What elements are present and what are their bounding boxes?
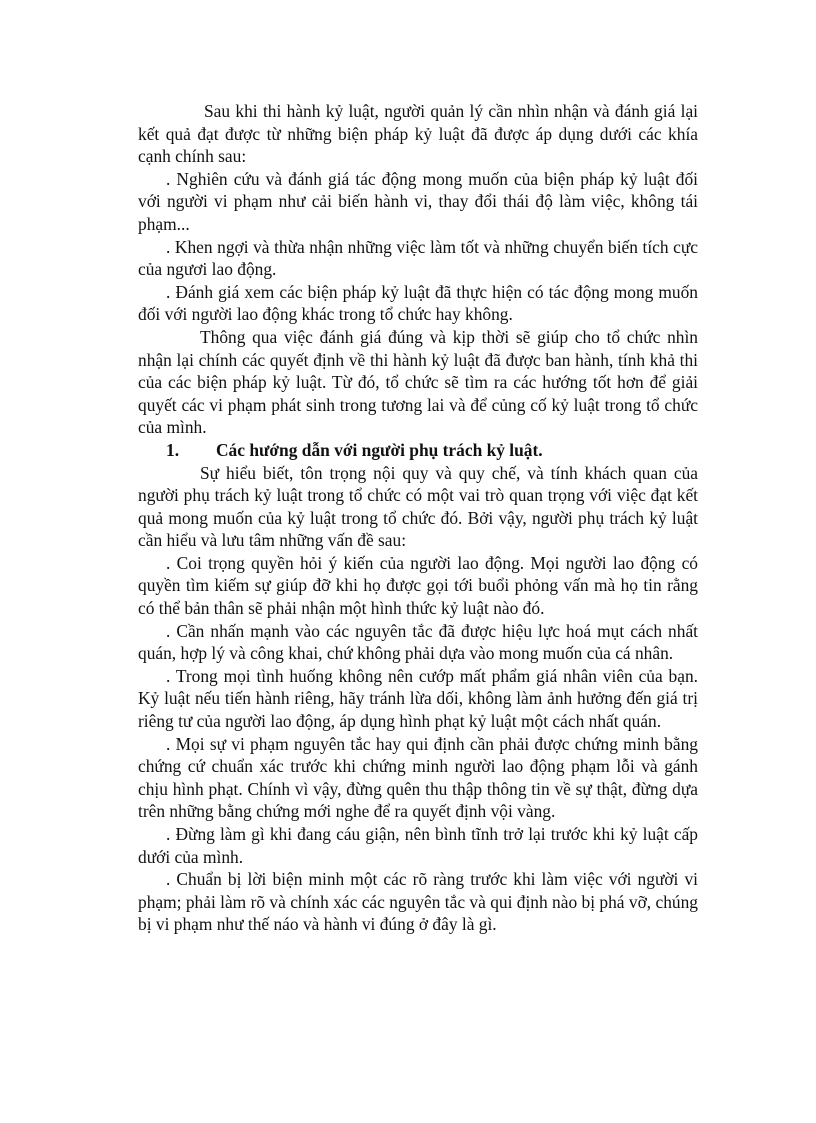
paragraph-evaluation-intro: Sau khi thi hành kỷ luật, người quản lý cần nhìn nhận và đánh giá lại kết quả đạt được từ những biện pháp kỷ luật đã được áp dụng dưới các khía cạnh chính sau: [138,101,698,167]
paragraph-bullet-evidence: . Mọi sự vi phạm nguyên tắc hay qui định cần phải được chứng minh bằng chứng cứ chuẩn xác trước khi chứng minh người lao động phạm lỗi và gánh chịu hình phạt. Chính vì vậy, đừng quên thu thập thông tin về sự thật, đừng dựa trên những bằng chứng mới nghe để ra quyết định vội vàng. [138,733,698,822]
paragraph-bullet-study: . Nghiên cứu và đánh giá tác động mong muốn của biện pháp kỷ luật đối với người vi phạm như cải biến hành vi, thay đổi thái độ làm việc, không tái phạm... [138,168,698,234]
paragraph-bullet-principles: . Cần nhấn mạnh vào các nguyên tắc đã được hiệu lực hoá mụt cách nhất quán, hợp lý và công khai, chứ không phải dựa vào mong muốn của cá nhân. [138,620,698,664]
section-number: 1. [166,439,180,460]
paragraph-bullet-dignity: . Trong mọi tình huống không nên cướp mất phẩm giá nhân viên của bạn. Kỷ luật nếu tiến hành riêng, hãy tránh lừa dối, không làm ảnh hưởng đến giá trị riêng tư của người lao động, áp dụng hình phạt kỷ luật một cách nhất quán. [138,665,698,732]
section-title: Các hướng dẫn với người phụ trách kỷ luật. [216,439,543,460]
paragraph-bullet-praise: . Khen ngợi và thừa nhận những việc làm tốt và những chuyển biến tích cực của ngươi lao động. [138,236,698,280]
document-page [138,100,698,936]
paragraph-through-evaluation: Thông qua việc đánh giá đúng và kịp thời sẽ giúp cho tổ chức nhìn nhận lại chính các quyết định về thi hành kỷ luật đã được ban hành, tính khả thi của các biện pháp kỷ luật. Từ đó, tổ chức sẽ tìm ra các hướng tốt hơn để giải quyết các vi phạm phát sinh trong tương lai và để củng cố kỷ luật trong tổ chức của mình. [138,326,698,438]
paragraph-understanding: Sự hiểu biết, tôn trọng nội quy và quy chế, và tính khách quan của người phụ trách kỷ luật trong tổ chức có một vai trò quan trọng với việc đạt kết quả mong muốn của kỷ luật trong tổ chức đó. Bởi vậy, người phụ trách kỷ luật cần hiểu và lưu tâm những vấn đề sau: [138,462,698,551]
paragraph-bullet-consult: . Coi trọng quyền hỏi ý kiến của người lao động. Mọi người lao động có quyền tìm kiếm sự giúp đỡ khi họ được gọi tới buổi phỏng vấn mà họ tin rằng có thể bản thân sẽ phải nhận một hình thức kỷ luật nào đó. [138,552,698,619]
paragraph-bullet-calm: . Đừng làm gì khi đang cáu giận, nên bình tĩnh trở lại trước khi kỷ luật cấp dưới của mình. [138,824,698,867]
paragraph-bullet-assess: . Đánh giá xem các biện pháp kỷ luật đã thực hiện có tác động mong muốn đối với người lao động khác trong tổ chức hay không. [138,281,698,325]
paragraph-bullet-justification: . Chuẩn bị lời biện minh một các rõ ràng trước khi làm việc với người vi phạm; phải làm rõ và chính xác các nguyên tắc và qui định nào bị phá vỡ, chúng bị vi phạm như thế náo và hành vi đúng ở đây là gì. [138,869,698,935]
section-heading [138,439,698,462]
